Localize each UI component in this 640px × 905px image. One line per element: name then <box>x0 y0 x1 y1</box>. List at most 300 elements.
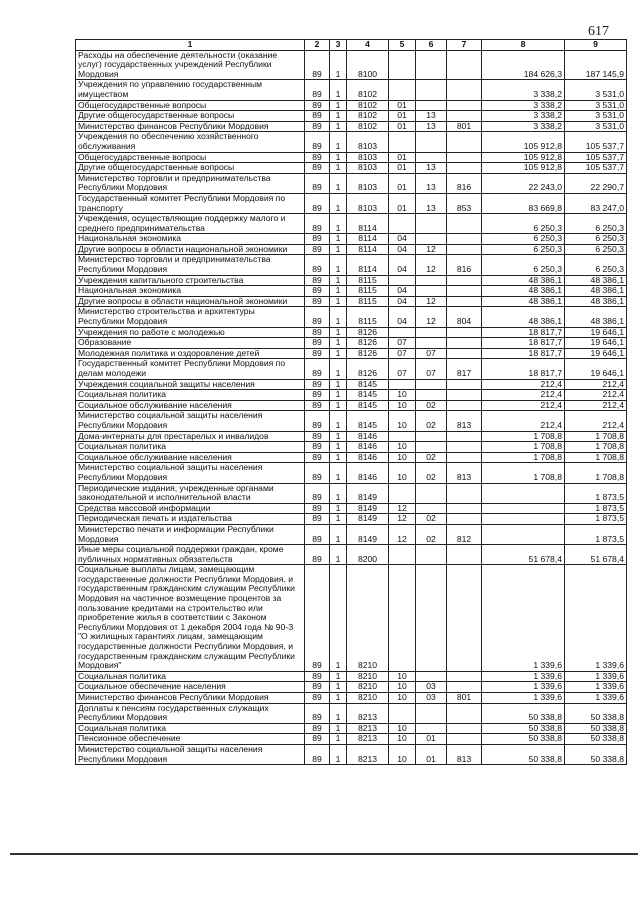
amount-cell: 48 386,1 <box>482 296 565 307</box>
code-cell: 89 <box>305 682 330 693</box>
amount-cell: 212,4 <box>482 379 565 390</box>
subsection-cell <box>416 390 447 401</box>
code-cell: 1 <box>330 734 347 745</box>
ministry-code-cell <box>447 483 482 503</box>
table-row <box>76 152 627 163</box>
target-article-cell: 8145 <box>347 400 389 411</box>
row-name-cell: Средства массовой информации <box>76 503 305 514</box>
target-article-cell: 8200 <box>347 545 389 565</box>
target-article-cell: 8146 <box>347 431 389 442</box>
subsection-cell <box>416 503 447 514</box>
code-cell: 89 <box>305 255 330 275</box>
subsection-cell <box>416 671 447 682</box>
code-cell: 1 <box>330 703 347 723</box>
ministry-code-cell <box>447 80 482 100</box>
table-row <box>76 565 627 672</box>
section-cell <box>389 431 416 442</box>
subsection-cell: 03 <box>416 693 447 704</box>
row-name-cell: Социальное обеспечение населения <box>76 682 305 693</box>
amount-cell: 105 537,7 <box>565 163 627 174</box>
table-row <box>76 723 627 734</box>
subsection-cell: 13 <box>416 173 447 193</box>
code-cell: 89 <box>305 463 330 483</box>
section-cell <box>389 214 416 234</box>
subsection-cell: 13 <box>416 193 447 213</box>
subsection-cell: 02 <box>416 452 447 463</box>
amount-cell: 1 708,8 <box>482 431 565 442</box>
subsection-cell: 12 <box>416 296 447 307</box>
target-article-cell: 8114 <box>347 234 389 245</box>
section-cell: 04 <box>389 244 416 255</box>
section-cell: 10 <box>389 734 416 745</box>
target-article-cell: 8145 <box>347 390 389 401</box>
code-cell: 1 <box>330 671 347 682</box>
amount-cell: 6 250,3 <box>565 214 627 234</box>
row-name-cell: Социальное обслуживание населения <box>76 400 305 411</box>
code-cell: 1 <box>330 80 347 100</box>
code-cell: 1 <box>330 296 347 307</box>
code-cell: 89 <box>305 442 330 453</box>
target-article-cell: 8103 <box>347 163 389 174</box>
table-row <box>76 348 627 359</box>
code-cell: 1 <box>330 100 347 111</box>
amount-cell: 1 339,6 <box>565 671 627 682</box>
amount-cell: 212,4 <box>482 411 565 431</box>
amount-cell: 51 678,4 <box>482 545 565 565</box>
table-row <box>76 296 627 307</box>
code-cell: 89 <box>305 503 330 514</box>
section-cell: 10 <box>389 693 416 704</box>
code-cell: 1 <box>330 379 347 390</box>
table-row <box>76 411 627 431</box>
code-cell: 89 <box>305 275 330 286</box>
target-article-cell: 8115 <box>347 286 389 297</box>
ministry-code-cell <box>447 152 482 163</box>
page-number: 617 <box>588 24 609 39</box>
section-cell: 04 <box>389 296 416 307</box>
table-row <box>76 132 627 152</box>
section-cell: 10 <box>389 723 416 734</box>
row-name-cell: Учреждения, осуществляющие поддержку малого и среднего предпринимательства <box>76 214 305 234</box>
amount-cell: 1 339,6 <box>565 693 627 704</box>
amount-cell: 50 338,8 <box>565 744 627 764</box>
section-cell <box>389 80 416 100</box>
table-row <box>76 255 627 275</box>
code-cell: 1 <box>330 348 347 359</box>
target-article-cell: 8100 <box>347 50 389 80</box>
section-cell: 07 <box>389 348 416 359</box>
row-name-cell: Министерство социальной защиты населения Республики Мордовия <box>76 744 305 764</box>
table-row <box>76 734 627 745</box>
column-header: 7 <box>447 40 482 51</box>
row-name-cell: Министерство строительства и архитектуры Республики Мордовия <box>76 307 305 327</box>
table-row <box>76 50 627 80</box>
ministry-code-cell <box>447 111 482 122</box>
amount-cell: 1 873,5 <box>565 514 627 525</box>
section-cell <box>389 275 416 286</box>
section-cell: 07 <box>389 338 416 349</box>
code-cell: 1 <box>330 214 347 234</box>
section-cell <box>389 50 416 80</box>
amount-cell <box>482 483 565 503</box>
code-cell: 1 <box>330 275 347 286</box>
ministry-code-cell: 812 <box>447 524 482 544</box>
amount-cell: 3 338,2 <box>482 121 565 132</box>
amount-cell: 1 873,5 <box>565 483 627 503</box>
subsection-cell <box>416 483 447 503</box>
table-row <box>76 390 627 401</box>
budget-table <box>75 39 627 765</box>
table-row <box>76 163 627 174</box>
ministry-code-cell: 804 <box>447 307 482 327</box>
row-name-cell: Министерство социальной защиты населения Республики Мордовия <box>76 411 305 431</box>
code-cell: 89 <box>305 173 330 193</box>
amount-cell: 19 646,1 <box>565 359 627 379</box>
ministry-code-cell <box>447 163 482 174</box>
ministry-code-cell <box>447 442 482 453</box>
code-cell: 89 <box>305 693 330 704</box>
subsection-cell: 13 <box>416 111 447 122</box>
amount-cell: 1 339,6 <box>482 565 565 672</box>
row-name-cell: Учреждения по работе с молодежью <box>76 327 305 338</box>
subsection-cell: 12 <box>416 244 447 255</box>
amount-cell: 3 338,2 <box>482 80 565 100</box>
row-name-cell: Другие общегосударственные вопросы <box>76 163 305 174</box>
section-cell: 04 <box>389 255 416 275</box>
amount-cell: 1 708,8 <box>482 442 565 453</box>
amount-cell: 1 708,8 <box>565 463 627 483</box>
table-row <box>76 524 627 544</box>
section-cell: 01 <box>389 100 416 111</box>
table-row <box>76 80 627 100</box>
amount-cell: 83 669,8 <box>482 193 565 213</box>
ministry-code-cell <box>447 545 482 565</box>
amount-cell: 48 386,1 <box>482 286 565 297</box>
row-name-cell: Национальная экономика <box>76 286 305 297</box>
subsection-cell: 02 <box>416 400 447 411</box>
table-row <box>76 244 627 255</box>
code-cell: 89 <box>305 286 330 297</box>
table-row <box>76 193 627 213</box>
code-cell: 89 <box>305 452 330 463</box>
subsection-cell <box>416 379 447 390</box>
section-cell: 12 <box>389 514 416 525</box>
target-article-cell: 8126 <box>347 359 389 379</box>
amount-cell: 212,4 <box>565 411 627 431</box>
amount-cell: 19 646,1 <box>565 348 627 359</box>
code-cell: 89 <box>305 100 330 111</box>
column-header: 3 <box>330 40 347 51</box>
amount-cell: 3 338,2 <box>482 100 565 111</box>
target-article-cell: 8149 <box>347 483 389 503</box>
amount-cell: 50 338,8 <box>482 703 565 723</box>
code-cell: 1 <box>330 132 347 152</box>
amount-cell: 3 531,0 <box>565 111 627 122</box>
amount-cell: 1 708,8 <box>482 452 565 463</box>
table-row <box>76 359 627 379</box>
code-cell: 1 <box>330 286 347 297</box>
amount-cell: 1 708,8 <box>565 431 627 442</box>
subsection-cell <box>416 286 447 297</box>
target-article-cell: 8145 <box>347 379 389 390</box>
code-cell: 89 <box>305 193 330 213</box>
code-cell: 89 <box>305 431 330 442</box>
code-cell: 1 <box>330 744 347 764</box>
table-row <box>76 483 627 503</box>
amount-cell: 50 338,8 <box>482 723 565 734</box>
amount-cell: 105 537,7 <box>565 152 627 163</box>
subsection-cell: 01 <box>416 734 447 745</box>
code-cell: 1 <box>330 693 347 704</box>
section-cell <box>389 379 416 390</box>
section-cell: 04 <box>389 307 416 327</box>
ministry-code-cell <box>447 234 482 245</box>
amount-cell: 51 678,4 <box>565 545 627 565</box>
target-article-cell: 8102 <box>347 121 389 132</box>
code-cell: 1 <box>330 463 347 483</box>
target-article-cell: 8146 <box>347 463 389 483</box>
amount-cell: 6 250,3 <box>565 234 627 245</box>
ministry-code-cell <box>447 671 482 682</box>
section-cell <box>389 483 416 503</box>
subsection-cell: 01 <box>416 744 447 764</box>
ministry-code-cell <box>447 286 482 297</box>
code-cell: 89 <box>305 411 330 431</box>
section-cell: 10 <box>389 671 416 682</box>
code-cell: 1 <box>330 163 347 174</box>
amount-cell: 83 247,0 <box>565 193 627 213</box>
amount-cell: 187 145,9 <box>565 50 627 80</box>
code-cell: 1 <box>330 411 347 431</box>
subsection-cell <box>416 545 447 565</box>
section-cell: 12 <box>389 503 416 514</box>
subsection-cell: 07 <box>416 348 447 359</box>
code-cell: 1 <box>330 173 347 193</box>
amount-cell: 6 250,3 <box>482 255 565 275</box>
subsection-cell <box>416 723 447 734</box>
section-cell: 01 <box>389 111 416 122</box>
row-name-cell: Расходы на обеспечение деятельности (оказание услуг) государственных учреждений Республики Мордовия <box>76 50 305 80</box>
footer-rule <box>10 853 638 855</box>
ministry-code-cell <box>447 682 482 693</box>
ministry-code-cell <box>447 275 482 286</box>
code-cell: 89 <box>305 50 330 80</box>
amount-cell: 50 338,8 <box>482 744 565 764</box>
column-header: 2 <box>305 40 330 51</box>
subsection-cell: 03 <box>416 682 447 693</box>
code-cell: 1 <box>330 50 347 80</box>
code-cell: 89 <box>305 400 330 411</box>
code-cell: 1 <box>330 545 347 565</box>
code-cell: 1 <box>330 524 347 544</box>
code-cell: 89 <box>305 734 330 745</box>
ministry-code-cell: 813 <box>447 411 482 431</box>
table-row <box>76 442 627 453</box>
row-name-cell: Государственный комитет Республики Мордовия по делам молодежи <box>76 359 305 379</box>
code-cell: 1 <box>330 483 347 503</box>
code-cell: 89 <box>305 514 330 525</box>
section-cell: 10 <box>389 744 416 764</box>
row-name-cell: Министерство социальной защиты населения Республики Мордовия <box>76 463 305 483</box>
table-row <box>76 431 627 442</box>
amount-cell: 18 817,7 <box>482 359 565 379</box>
ministry-code-cell: 801 <box>447 121 482 132</box>
target-article-cell: 8210 <box>347 682 389 693</box>
amount-cell: 6 250,3 <box>482 214 565 234</box>
amount-cell: 48 386,1 <box>482 275 565 286</box>
code-cell: 89 <box>305 307 330 327</box>
target-article-cell: 8213 <box>347 734 389 745</box>
amount-cell: 1 339,6 <box>482 693 565 704</box>
section-cell: 10 <box>389 452 416 463</box>
section-cell: 10 <box>389 390 416 401</box>
target-article-cell: 8210 <box>347 693 389 704</box>
table-row <box>76 503 627 514</box>
subsection-cell <box>416 214 447 234</box>
target-article-cell: 8213 <box>347 703 389 723</box>
amount-cell: 6 250,3 <box>565 255 627 275</box>
section-cell <box>389 132 416 152</box>
row-name-cell: Социальные выплаты лицам, замещающим государственные должности Республики Мордовия, и государственным гражданским служащим Республики Мордовия на частичное возмещение процентов за пользование кредитами на строительство или приобретение жилья в соответствии с Законом Республики Мордовия от 1 декабря 2004 года № 90-З "О жилищных гарантиях лицам, замещающим государственные должности Республики Мордовия, и государственным гражданским служащим Республики Мордовия" <box>76 565 305 672</box>
code-cell: 1 <box>330 234 347 245</box>
code-cell: 89 <box>305 296 330 307</box>
row-name-cell: Национальная экономика <box>76 234 305 245</box>
amount-cell: 212,4 <box>565 400 627 411</box>
row-name-cell: Молодежная политика и оздоровление детей <box>76 348 305 359</box>
amount-cell: 212,4 <box>482 400 565 411</box>
code-cell: 89 <box>305 327 330 338</box>
ministry-code-cell <box>447 327 482 338</box>
table-row <box>76 379 627 390</box>
subsection-cell: 02 <box>416 411 447 431</box>
section-cell <box>389 703 416 723</box>
subsection-cell: 07 <box>416 359 447 379</box>
table-row <box>76 234 627 245</box>
subsection-cell <box>416 442 447 453</box>
ministry-code-cell <box>447 214 482 234</box>
table-row <box>76 545 627 565</box>
code-cell: 89 <box>305 163 330 174</box>
section-cell: 10 <box>389 411 416 431</box>
amount-cell: 48 386,1 <box>565 275 627 286</box>
subsection-cell: 12 <box>416 255 447 275</box>
ministry-code-cell <box>447 400 482 411</box>
code-cell: 89 <box>305 359 330 379</box>
code-cell: 89 <box>305 671 330 682</box>
amount-cell: 50 338,8 <box>565 723 627 734</box>
ministry-code-cell <box>447 296 482 307</box>
amount-cell: 1 708,8 <box>565 442 627 453</box>
row-name-cell: Общегосударственные вопросы <box>76 100 305 111</box>
column-header: 4 <box>347 40 389 51</box>
target-article-cell: 8103 <box>347 132 389 152</box>
code-cell: 89 <box>305 723 330 734</box>
amount-cell: 6 250,3 <box>565 244 627 255</box>
code-cell: 1 <box>330 121 347 132</box>
table-row <box>76 275 627 286</box>
code-cell: 89 <box>305 338 330 349</box>
target-article-cell: 8146 <box>347 442 389 453</box>
ministry-code-cell <box>447 132 482 152</box>
amount-cell: 18 817,7 <box>482 348 565 359</box>
target-article-cell: 8126 <box>347 348 389 359</box>
code-cell: 89 <box>305 565 330 672</box>
ministry-code-cell: 801 <box>447 693 482 704</box>
subsection-cell: 02 <box>416 514 447 525</box>
amount-cell: 105 912,8 <box>482 152 565 163</box>
amount-cell <box>482 514 565 525</box>
ministry-code-cell <box>447 348 482 359</box>
code-cell: 1 <box>330 400 347 411</box>
amount-cell: 18 817,7 <box>482 327 565 338</box>
row-name-cell: Социальное обслуживание населения <box>76 452 305 463</box>
amount-cell: 50 338,8 <box>482 734 565 745</box>
section-cell: 01 <box>389 152 416 163</box>
table-row <box>76 682 627 693</box>
target-article-cell: 8115 <box>347 275 389 286</box>
code-cell: 1 <box>330 503 347 514</box>
ministry-code-cell <box>447 50 482 80</box>
target-article-cell: 8114 <box>347 214 389 234</box>
subsection-cell <box>416 80 447 100</box>
row-name-cell: Социальная политика <box>76 442 305 453</box>
code-cell: 89 <box>305 152 330 163</box>
code-cell: 89 <box>305 348 330 359</box>
ministry-code-cell <box>447 723 482 734</box>
ministry-code-cell: 853 <box>447 193 482 213</box>
code-cell: 89 <box>305 234 330 245</box>
ministry-code-cell: 816 <box>447 173 482 193</box>
table-row <box>76 121 627 132</box>
code-cell: 1 <box>330 390 347 401</box>
amount-cell: 48 386,1 <box>482 307 565 327</box>
amount-cell: 1 708,8 <box>565 452 627 463</box>
table-row <box>76 286 627 297</box>
target-article-cell: 8126 <box>347 338 389 349</box>
target-article-cell: 8146 <box>347 452 389 463</box>
code-cell: 1 <box>330 442 347 453</box>
row-name-cell: Министерство финансов Республики Мордовия <box>76 121 305 132</box>
target-article-cell: 8145 <box>347 411 389 431</box>
row-name-cell: Дома-интернаты для престарелых и инвалидов <box>76 431 305 442</box>
table-row <box>76 744 627 764</box>
code-cell: 1 <box>330 338 347 349</box>
row-name-cell: Общегосударственные вопросы <box>76 152 305 163</box>
subsection-cell: 13 <box>416 121 447 132</box>
ministry-code-cell <box>447 503 482 514</box>
code-cell: 1 <box>330 682 347 693</box>
target-article-cell: 8114 <box>347 244 389 255</box>
code-cell: 89 <box>305 524 330 544</box>
table-row <box>76 703 627 723</box>
ministry-code-cell <box>447 452 482 463</box>
code-cell: 89 <box>305 80 330 100</box>
code-cell: 1 <box>330 152 347 163</box>
subsection-cell <box>416 152 447 163</box>
amount-cell: 1 339,6 <box>482 682 565 693</box>
amount-cell: 3 531,0 <box>565 80 627 100</box>
code-cell: 89 <box>305 744 330 764</box>
target-article-cell: 8149 <box>347 503 389 514</box>
target-article-cell: 8114 <box>347 255 389 275</box>
ministry-code-cell <box>447 379 482 390</box>
code-cell: 89 <box>305 244 330 255</box>
ministry-code-cell <box>447 514 482 525</box>
code-cell: 89 <box>305 390 330 401</box>
column-header: 6 <box>416 40 447 51</box>
code-cell: 1 <box>330 431 347 442</box>
row-name-cell: Министерство торговли и предпринимательства Республики Мордовия <box>76 173 305 193</box>
